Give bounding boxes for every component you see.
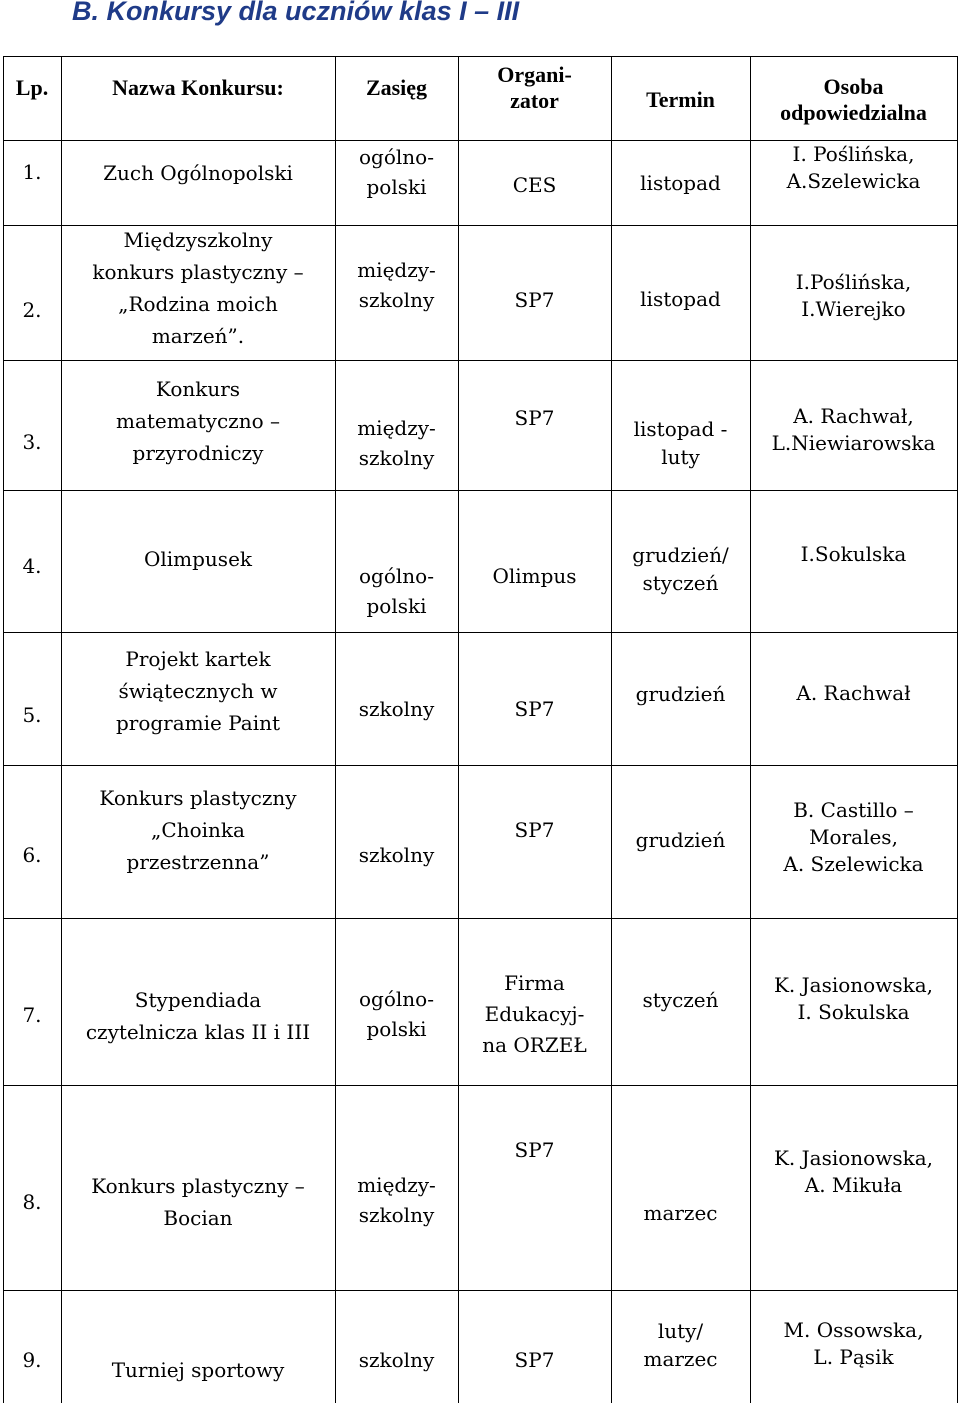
- cell-lp: 9.: [22, 1348, 42, 1372]
- cell-scope: szkolny: [358, 697, 435, 721]
- cell-scope: ogólno- polski: [359, 987, 434, 1041]
- cell-scope: ogólno- polski: [359, 564, 434, 618]
- cell-lp: 1.: [22, 160, 42, 184]
- header-term: Termin: [646, 87, 715, 112]
- cell-person: B. Castillo – Morales, A. Szelewicka: [783, 798, 924, 876]
- header-organizer: Organi- zator: [497, 62, 572, 113]
- cell-organizer: SP7: [514, 288, 555, 312]
- cell-lp: 5.: [22, 703, 42, 727]
- cell-name: Konkurs plastyczny „Choinka przestrzenna”: [99, 786, 297, 874]
- cell-name: Turniej sportowy: [111, 1358, 285, 1382]
- cell-lp: 8.: [22, 1190, 42, 1214]
- cell-name: Międzyszkolny konkurs plastyczny – „Rodzina moich marzeń”.: [92, 228, 304, 348]
- cell-organizer: SP7: [514, 406, 555, 430]
- header-person: Osoba odpowiedzialna: [780, 74, 927, 125]
- cell-term: grudzień: [635, 828, 726, 852]
- cell-person: I.Poślińska, I.Wierejko: [795, 270, 912, 321]
- cell-scope: między- szkolny: [357, 416, 436, 470]
- cell-organizer: Olimpus: [492, 564, 577, 588]
- cell-person: K. Jasionowska, A. Mikuła: [773, 1146, 933, 1197]
- cell-name: Stypendiada czytelnicza klas II i III: [85, 988, 311, 1044]
- cell-lp: 2.: [22, 298, 42, 322]
- header-lp: Lp.: [15, 75, 49, 100]
- cell-term: grudzień: [635, 682, 726, 706]
- cell-term: marzec: [643, 1201, 718, 1225]
- cell-organizer: SP7: [514, 818, 555, 842]
- cell-organizer: SP7: [514, 1348, 555, 1372]
- cell-person: K. Jasionowska, I. Sokulska: [773, 973, 933, 1024]
- cell-lp: 6.: [22, 843, 42, 867]
- cell-scope: szkolny: [358, 843, 435, 867]
- header-name: Nazwa Konkursu:: [112, 75, 284, 100]
- cell-lp: 7.: [22, 1003, 42, 1027]
- cell-term: listopad: [640, 287, 721, 311]
- cell-lp: 4.: [22, 554, 42, 578]
- cell-organizer: SP7: [514, 697, 555, 721]
- cell-name: Konkurs matematyczno – przyrodniczy: [115, 377, 280, 465]
- cell-scope: szkolny: [358, 1348, 435, 1372]
- cell-term: luty/ marzec: [643, 1319, 718, 1371]
- header-scope: Zasięg: [365, 75, 428, 100]
- cell-name: Konkurs plastyczny – Bocian: [91, 1174, 305, 1230]
- cell-term: styczeń: [642, 988, 719, 1012]
- cell-person: M. Ossowska, L. Pąsik: [783, 1318, 924, 1369]
- cell-name: Projekt kartek świątecznych w programie Paint: [115, 647, 281, 735]
- cell-scope: między- szkolny: [357, 258, 436, 312]
- cell-name: Zuch Ogólnopolski: [103, 161, 293, 185]
- cell-organizer: CES: [512, 173, 557, 197]
- cell-scope: ogólno- polski: [359, 145, 434, 199]
- cell-person: I. Poślińska, A.Szelewicka: [786, 142, 921, 193]
- cell-term: listopad: [640, 171, 721, 195]
- cell-person: I.Sokulska: [800, 542, 907, 566]
- cell-name: Olimpusek: [143, 547, 253, 571]
- cell-term: listopad - luty: [633, 417, 728, 469]
- cell-lp: 3.: [22, 430, 42, 454]
- page-title: B. Konkursy dla uczniów klas I – III: [72, 0, 520, 26]
- cell-organizer: SP7: [514, 1138, 555, 1162]
- cell-person: A. Rachwał, L.Niewiarowska: [771, 404, 936, 455]
- cell-scope: między- szkolny: [357, 1173, 436, 1227]
- cell-organizer: Firma Edukacyj- na ORZEŁ: [482, 971, 587, 1057]
- cell-person: A. Rachwał: [796, 681, 911, 705]
- cell-term: grudzień/ styczeń: [632, 543, 729, 595]
